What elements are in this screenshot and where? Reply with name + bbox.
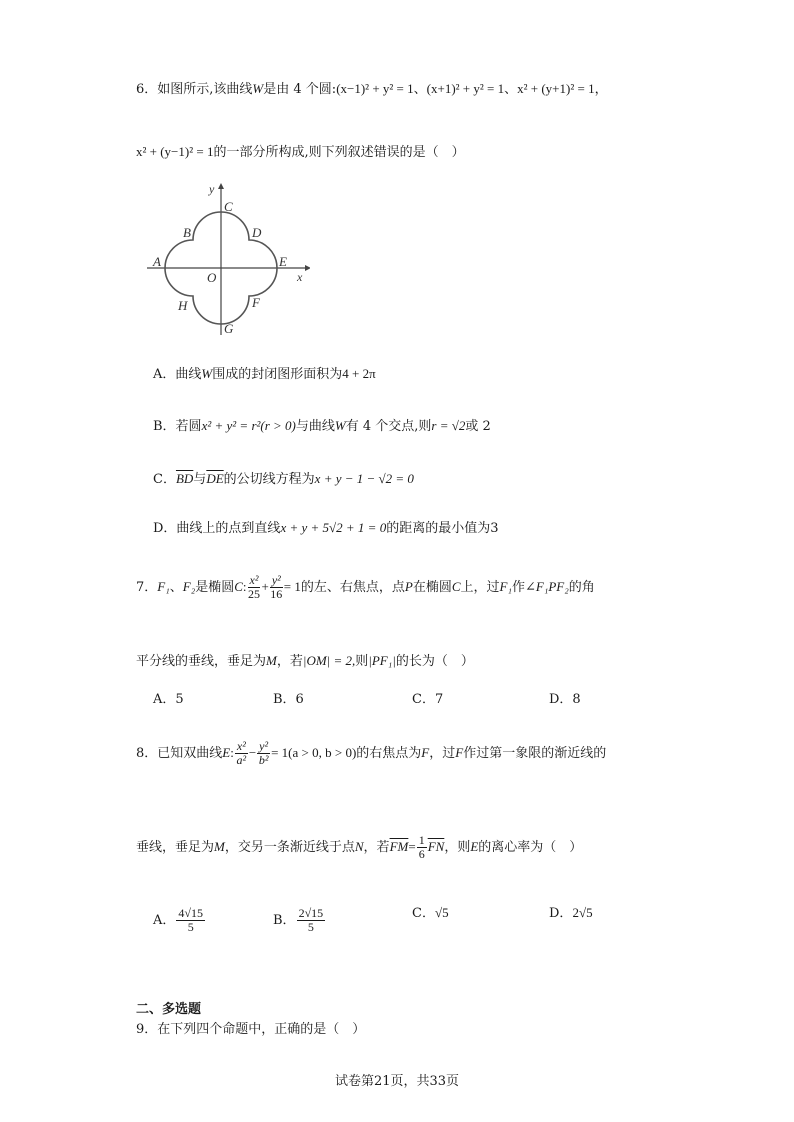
q7-option-d: D．8 xyxy=(549,692,581,707)
page-footer: 试卷第21页，共33页 xyxy=(334,1074,460,1089)
q8-option-d: D．2√5 xyxy=(549,905,593,921)
q8-line2: 垂线，垂足为M，交另一条渐近线于点N，若$\overline{FM}=$ $\frac{1}{6}$ $\overline{FN}$，则E的离心率为（ ） xyxy=(136,833,583,861)
q8-frac-x: $\frac{\text{x²}}{\text{a²}}$ xyxy=(236,739,247,767)
q7-option-b: B．6 xyxy=(273,692,304,707)
q7-option-a: A．5 xyxy=(153,692,184,707)
label-c: C xyxy=(224,199,233,214)
q7-line1: 7．F₁、F₂是椭圆C: $\frac{\text{x²}}{25}$ + $\frac{\text{y²}}{16}$ = 1的左、右焦点，点P在椭圆C上，过F₁作∠F₁PF₂的角 xyxy=(136,573,595,601)
q9-stem: 9．在下列四个命题中，正确的是（ ） xyxy=(136,1022,366,1037)
q6-option-b: B．若圆x² + y² = r²(r > 0)与曲线W有 4 个交点,则r = √2或 2 xyxy=(153,418,491,434)
q7-option-c: C．7 xyxy=(412,692,444,707)
q6-option-d: D．曲线上的点到直线x + y + 5√2 + 1 = 0的距离的最小值为3 xyxy=(153,520,499,536)
q7-frac-x: $\frac{\text{x²}}{25}$ xyxy=(248,573,261,601)
q8-frac-y: $\frac{\text{y²}}{\text{b²}}$ xyxy=(258,739,269,767)
q6-figure xyxy=(145,183,310,338)
label-a: A xyxy=(153,254,161,269)
q8-frac-one-sixth: $\frac{1}{6}$ xyxy=(418,833,425,861)
q8-option-a: A． $\frac{4√15}{5}$ xyxy=(153,906,203,934)
q6-line1: 6．如图所示,该曲线W是由 4 个圆:(x−1)² + y² = 1、(x+1)² + y² = 1、x² + (y+1)² = 1， xyxy=(136,81,608,97)
q8-option-c: C．√5 xyxy=(412,905,449,921)
q7-frac-y: $\frac{\text{y²}}{16}$ xyxy=(270,573,283,601)
q6-option-c: C．$\overline{BD}$与$\overline{DE}$的公切线方程为x + y − 1 − √2 = 0 xyxy=(153,471,414,487)
label-e: E xyxy=(279,254,287,269)
label-h: H xyxy=(178,298,188,313)
q8-line1: 8．已知双曲线E: $\frac{\text{x²}}{\text{a²}}$ − $\frac{\text{y²}}{\text{b²}}$ = 1(a > 0, b > 0)的右焦点为F，过F作过第一象限的渐近线的 xyxy=(136,739,607,767)
label-y: y xyxy=(209,183,215,196)
label-o: O xyxy=(207,270,217,285)
q6-option-a: A．曲线W围成的封闭图形面积为4 + 2π xyxy=(153,366,376,382)
label-b: B xyxy=(183,225,191,240)
label-f: F xyxy=(252,295,260,310)
q8-option-b: B． $\frac{2√15}{5}$ xyxy=(273,906,324,934)
label-d: D xyxy=(252,225,262,240)
label-x: x xyxy=(297,270,303,284)
label-g: G xyxy=(224,321,234,336)
section-title-multi-choice: 二、多选题 xyxy=(136,1002,202,1017)
q7-line2: 平分线的垂线，垂足为M，若|OM| = 2,则|PF₁|的长为（ ） xyxy=(136,653,474,669)
q6-line2: x² + (y−1)² = 1的一部分所构成,则下列叙述错误的是（ ） xyxy=(136,144,465,160)
